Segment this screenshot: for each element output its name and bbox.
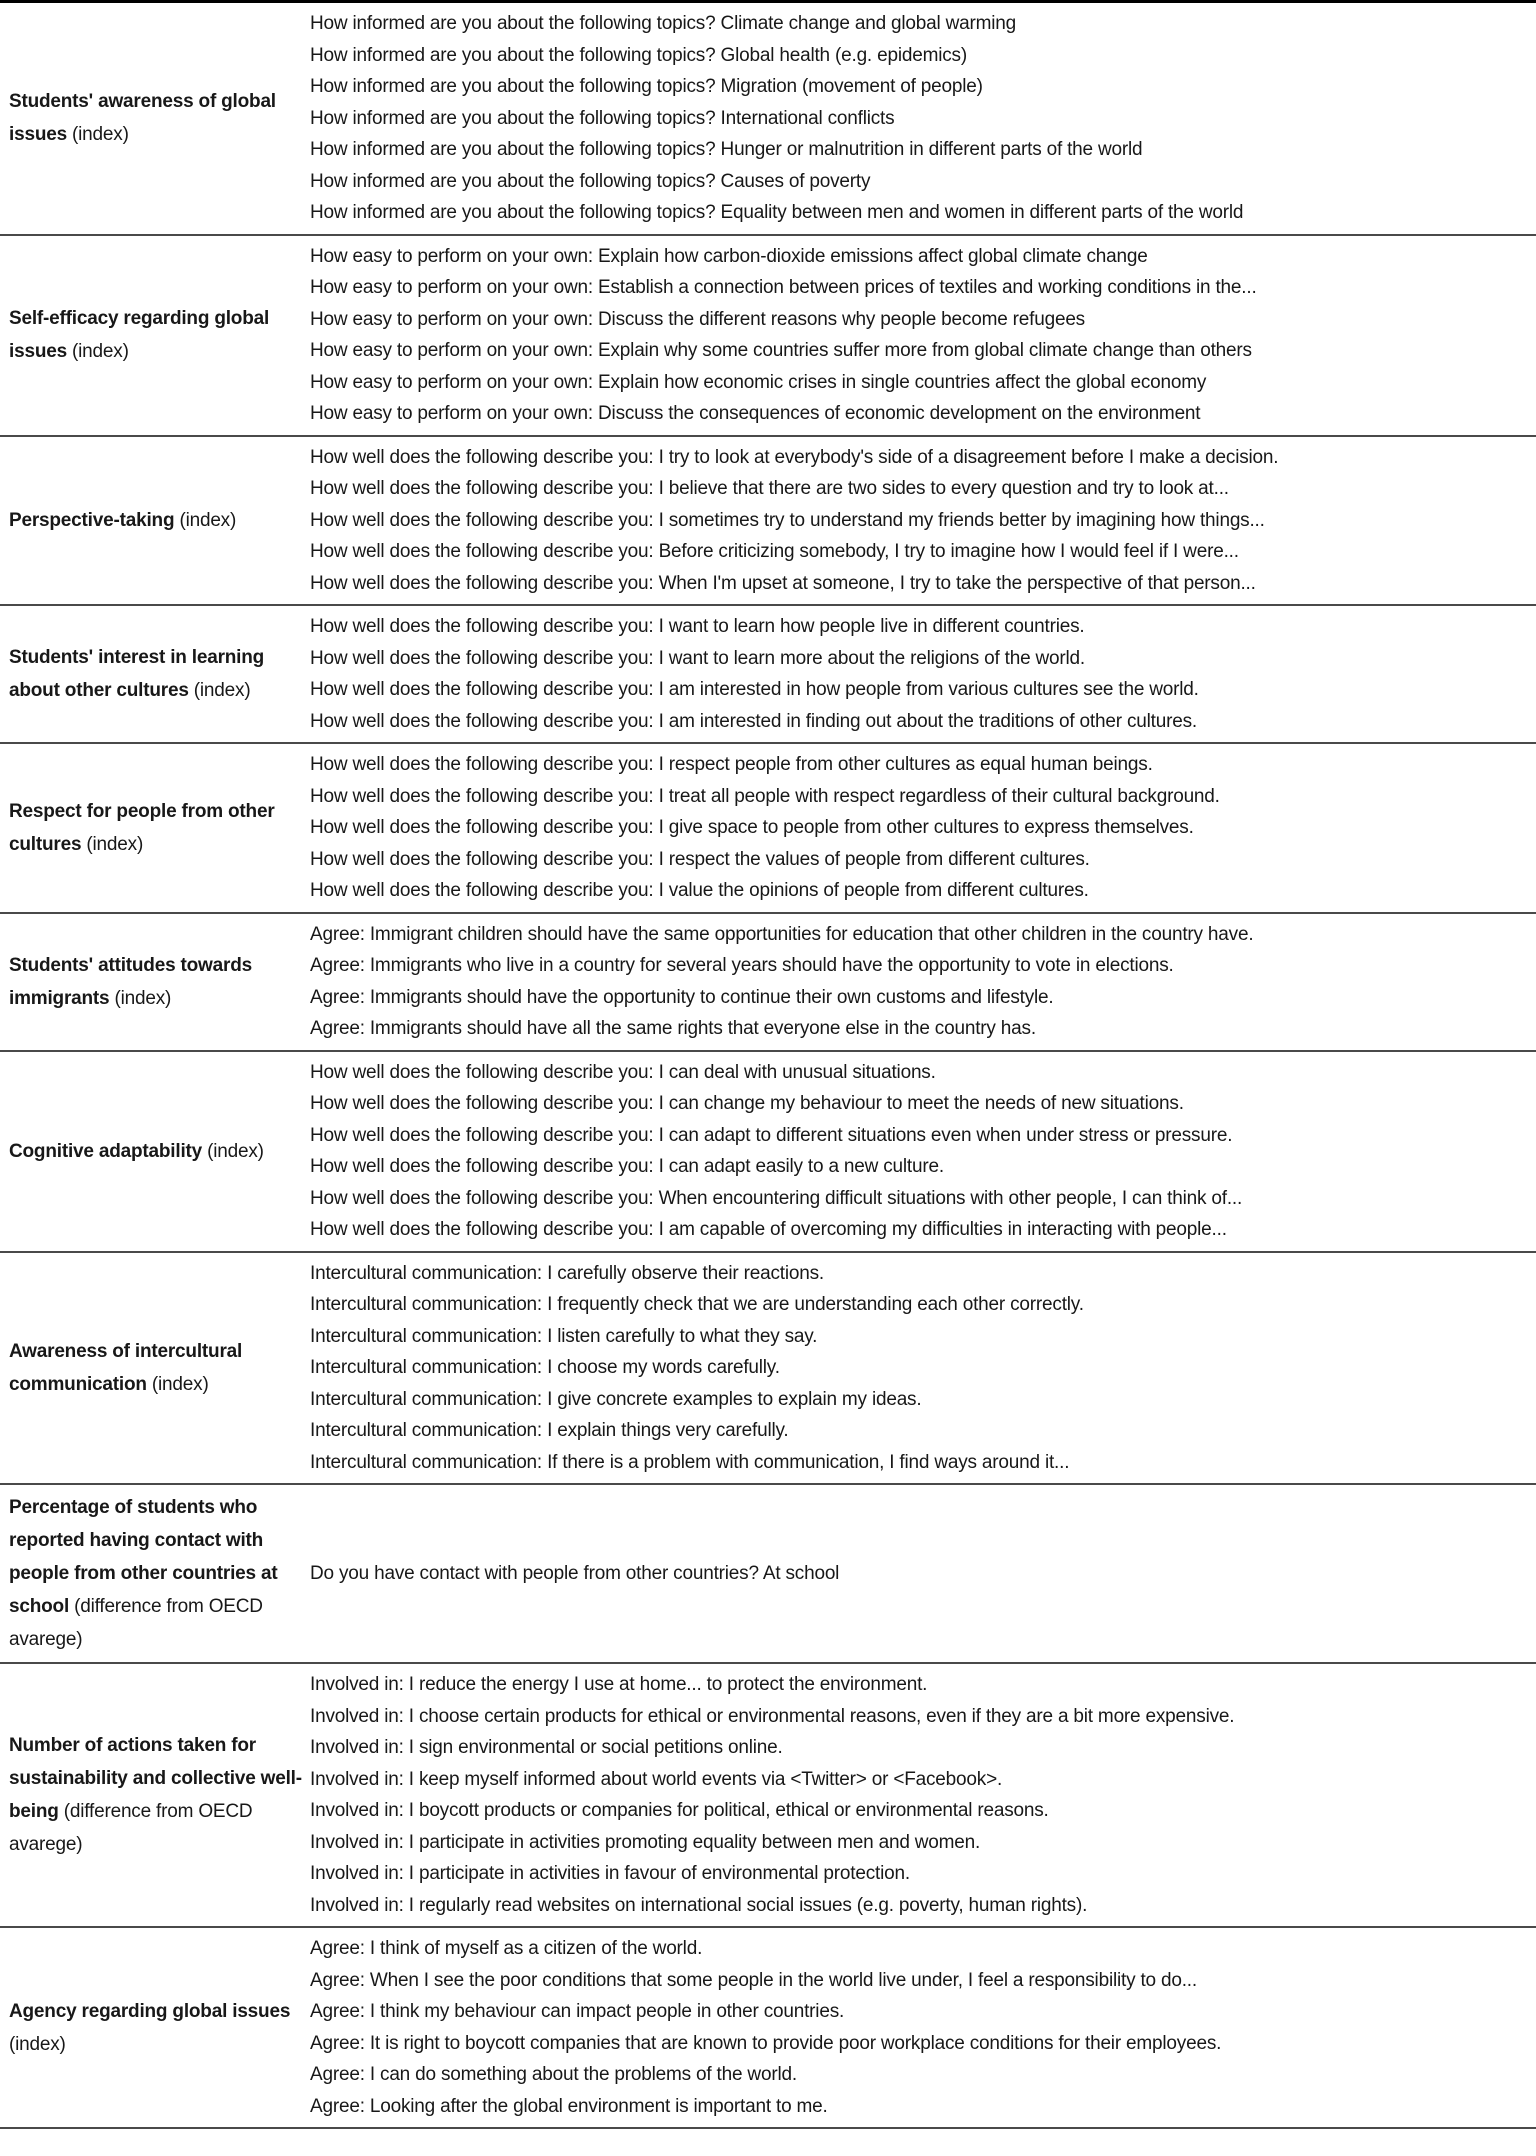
table-row — [0, 913, 1536, 1051]
items-cell — [308, 1927, 1536, 2128]
index-name-cell — [0, 605, 308, 743]
index-suffix: (index) — [174, 509, 237, 531]
questionnaire-item: How easy to perform on your own: Explain how economic crises in single countries affect the global economy — [310, 371, 1207, 393]
index-name-cell — [0, 1663, 308, 1927]
items-cell — [308, 436, 1536, 606]
questionnaire-item: How well does the following describe you: I give space to people from other cultures to express themselves. — [310, 817, 1194, 838]
index-suffix: (index) — [202, 1140, 264, 1162]
questionnaire-item: How well does the following describe you: I sometimes try to understand my friends better by imagining how things... — [310, 509, 1265, 531]
index-name: Cognitive adaptability — [9, 1140, 203, 1162]
questionnaire-item: Agree: Immigrants should have all the same rights that everyone else in the country has. — [310, 1018, 1036, 1039]
questionnaire-item: How well does the following describe you: I am interested in finding out about the traditions of other cultures. — [310, 710, 1197, 732]
questionnaire-item: Intercultural communication: If there is a problem with communication, I find ways around it... — [310, 1451, 1070, 1473]
index-name-cell — [0, 436, 308, 606]
table-row — [0, 2, 1536, 235]
questionnaire-item: Agree: I think of myself as a citizen of the world. — [310, 1938, 703, 1959]
items-cell — [308, 913, 1536, 1051]
questionnaire-item: How easy to perform on your own: Discuss the consequences of economic development on the environment — [310, 403, 1201, 424]
questionnaire-item: How easy to perform on your own: Explain why some countries suffer more from global climate change than others — [310, 340, 1252, 361]
questionnaire-item: How informed are you about the following topics? International conflicts — [310, 107, 895, 129]
index-name: Percentage of students who reported having contact with people from other countries at school — [9, 1497, 278, 1617]
questionnaire-item: How informed are you about the following topics? Migration (movement of people) — [310, 76, 983, 97]
table-row — [0, 743, 1536, 913]
questionnaire-item: How well does the following describe you: I can deal with unusual situations. — [310, 1061, 936, 1083]
items-cell — [308, 1663, 1536, 1927]
questionnaire-item: Intercultural communication: I frequently check that we are understanding each other correctly. — [310, 1294, 1084, 1315]
items-cell — [308, 2, 1536, 235]
questionnaire-item: Agree: I can do something about the problems of the world. — [310, 2064, 797, 2085]
items-cell — [308, 235, 1536, 436]
index-name-cell — [0, 913, 308, 1051]
table-row — [0, 1051, 1536, 1252]
index-name-cell — [0, 2, 308, 235]
questionnaire-item: How well does the following describe you: I value the opinions of people from different cultures. — [310, 880, 1089, 901]
questionnaire-item: How easy to perform on your own: Explain how carbon-dioxide emissions affect global climate change — [310, 245, 1148, 267]
questionnaire-item: How informed are you about the following topics? Global health (e.g. epidemics) — [310, 44, 967, 66]
questionnaire-item: How well does the following describe you: I am interested in how people from various cultures see the world. — [310, 679, 1199, 700]
questionnaire-item: How informed are you about the following topics? Causes of poverty — [310, 170, 871, 192]
questionnaire-item: How informed are you about the following topics? Hunger or malnutrition in different parts of the world — [310, 139, 1143, 160]
questionnaire-item: Agree: I think my behaviour can impact people in other countries. — [310, 2001, 845, 2022]
index-name: Agency regarding global issues — [9, 2000, 291, 2022]
questionnaire-item: Do you have contact with people from other countries? At school — [310, 1562, 840, 1584]
index-name: Number of actions taken for sustainability and collective well-being — [9, 1735, 302, 1822]
index-name: Students' awareness of global issues — [9, 91, 276, 146]
questionnaire-item: How well does the following describe you: I believe that there are two sides to every question and try to look at... — [310, 478, 1229, 499]
questionnaire-item: How well does the following describe you: I respect people from other cultures as equal human beings. — [310, 754, 1153, 775]
questionnaire-item: How well does the following describe you: I can adapt easily to a new culture. — [310, 1156, 944, 1177]
questionnaire-item: How informed are you about the following topics? Equality between men and women in different parts of the world — [310, 202, 1244, 223]
table-body — [0, 2, 1536, 2129]
index-name-cell — [0, 1927, 308, 2128]
questionnaire-item: How easy to perform on your own: Discuss the different reasons why people become refugees — [310, 308, 1085, 330]
questionnaire-item: How well does the following describe you: I want to learn more about the religions of the world. — [310, 647, 1086, 669]
questionnaire-item: How informed are you about the following topics? Climate change and global warming — [310, 13, 1017, 34]
questionnaire-item: Agree: Immigrants who live in a country for several years should have the opportunity to vote in elections. — [310, 955, 1174, 976]
index-suffix: (index) — [66, 124, 129, 146]
index-name-cell — [0, 1484, 308, 1663]
questionnaire-item: How well does the following describe you: When encountering difficult situations with other people, I can think of... — [310, 1187, 1243, 1209]
index-name: Students' interest in learning about other cultures — [9, 647, 265, 701]
questionnaire-item: Involved in: I choose certain products for ethical or environmental reasons, even if they are a bit more expensive. — [310, 1705, 1235, 1727]
questionnaire-item: How well does the following describe you: Before criticizing somebody, I try to imagine how I would feel if I were... — [310, 541, 1239, 562]
questionnaire-item: How well does the following describe you: I can change my behaviour to meet the needs of new situations. — [310, 1093, 1184, 1114]
questionnaire-item: How well does the following describe you: When I'm upset at someone, I try to take the perspective of that person... — [310, 572, 1256, 594]
questionnaire-item: Intercultural communication: I listen carefully to what they say. — [310, 1325, 818, 1347]
index-suffix: (index) — [9, 2033, 66, 2055]
questionnaire-item: How well does the following describe you: I treat all people with respect regardless of their cultural background. — [310, 785, 1220, 807]
index-name: Awareness of intercultural communication — [9, 1340, 243, 1395]
questionnaire-item: How well does the following describe you: I want to learn how people live in different countries. — [310, 616, 1085, 637]
index-suffix: (index) — [188, 680, 251, 701]
questionnaire-item: Intercultural communication: I carefully observe their reactions. — [310, 1262, 824, 1284]
questionnaire-item: Involved in: I participate in activities in favour of environmental protection. — [310, 1863, 910, 1884]
table-row — [0, 1663, 1536, 1927]
questionnaire-item: Agree: Immigrants should have the opportunity to continue their own customs and lifestyle. — [310, 986, 1054, 1008]
index-suffix: (index) — [109, 987, 172, 1009]
questionnaire-item: Involved in: I boycott products or companies for political, ethical or environmental reasons. — [310, 1800, 1049, 1821]
table-row — [0, 436, 1536, 606]
index-name-cell — [0, 1252, 308, 1485]
items-cell — [308, 605, 1536, 743]
questionnaire-item: Involved in: I reduce the energy I use at home... to protect the environment. — [310, 1674, 928, 1695]
items-cell — [308, 1252, 1536, 1485]
table-row — [0, 1252, 1536, 1485]
index-suffix: (difference from OECD avarege) — [9, 1596, 263, 1650]
questionnaire-item: How well does the following describe you: I respect the values of people from different cultures. — [310, 848, 1090, 870]
questionnaire-item: How well does the following describe you: I am capable of overcoming my difficulties in interacting with people... — [310, 1219, 1227, 1240]
questionnaire-item: Agree: Looking after the global environment is important to me. — [310, 2095, 828, 2117]
table-row — [0, 605, 1536, 743]
index-name-cell — [0, 743, 308, 913]
questionnaire-item: How well does the following describe you: I can adapt to different situations even when under stress or pressure. — [310, 1124, 1233, 1146]
index-suffix: (difference from OECD avarege) — [9, 1801, 253, 1855]
index-suffix: (index) — [146, 1373, 209, 1395]
index-name: Self-efficacy regarding global issues — [9, 308, 270, 362]
index-suffix: (index) — [66, 341, 129, 362]
index-name-cell — [0, 235, 308, 436]
questionnaire-item: How well does the following describe you: I try to look at everybody's side of a disagreement before I make a decision. — [310, 446, 1279, 468]
questionnaire-item: Agree: Immigrant children should have the same opportunities for education that other children in the country have. — [310, 923, 1254, 945]
questionnaire-item: Involved in: I keep myself informed about world events via <Twitter> or <Facebook>. — [310, 1768, 1003, 1790]
index-name: Students' attitudes towards immigrants — [9, 954, 252, 1009]
questionnaire-item: How easy to perform on your own: Establish a connection between prices of textiles and working conditions in the... — [310, 277, 1257, 298]
questionnaire-item: Involved in: I participate in activities promoting equality between men and women. — [310, 1831, 981, 1853]
questionnaire-item: Intercultural communication: I choose my words carefully. — [310, 1357, 780, 1378]
items-cell — [308, 743, 1536, 913]
index-suffix: (index) — [81, 833, 144, 855]
questionnaire-item: Agree: When I see the poor conditions that some people in the world live under, I feel a responsibility to do... — [310, 1969, 1197, 1991]
table-row — [0, 1484, 1536, 1663]
index-name: Perspective-taking — [9, 509, 175, 531]
questionnaire-item: Involved in: I regularly read websites on international social issues (e.g. poverty, human rights). — [310, 1894, 1088, 1916]
questionnaire-item: Agree: It is right to boycott companies that are known to provide poor workplace conditions for their employees. — [310, 2032, 1222, 2054]
table-row — [0, 1927, 1536, 2128]
index-name: Respect for people from other cultures — [9, 800, 275, 855]
items-cell — [308, 1484, 1536, 1663]
questionnaire-item: Involved in: I sign environmental or social petitions online. — [310, 1737, 783, 1758]
index-name-cell — [0, 1051, 308, 1252]
items-cell — [308, 1051, 1536, 1252]
questionnaire-item: Intercultural communication: I explain things very carefully. — [310, 1420, 789, 1441]
questionnaire-item: Intercultural communication: I give concrete examples to explain my ideas. — [310, 1388, 922, 1410]
table-row — [0, 235, 1536, 436]
